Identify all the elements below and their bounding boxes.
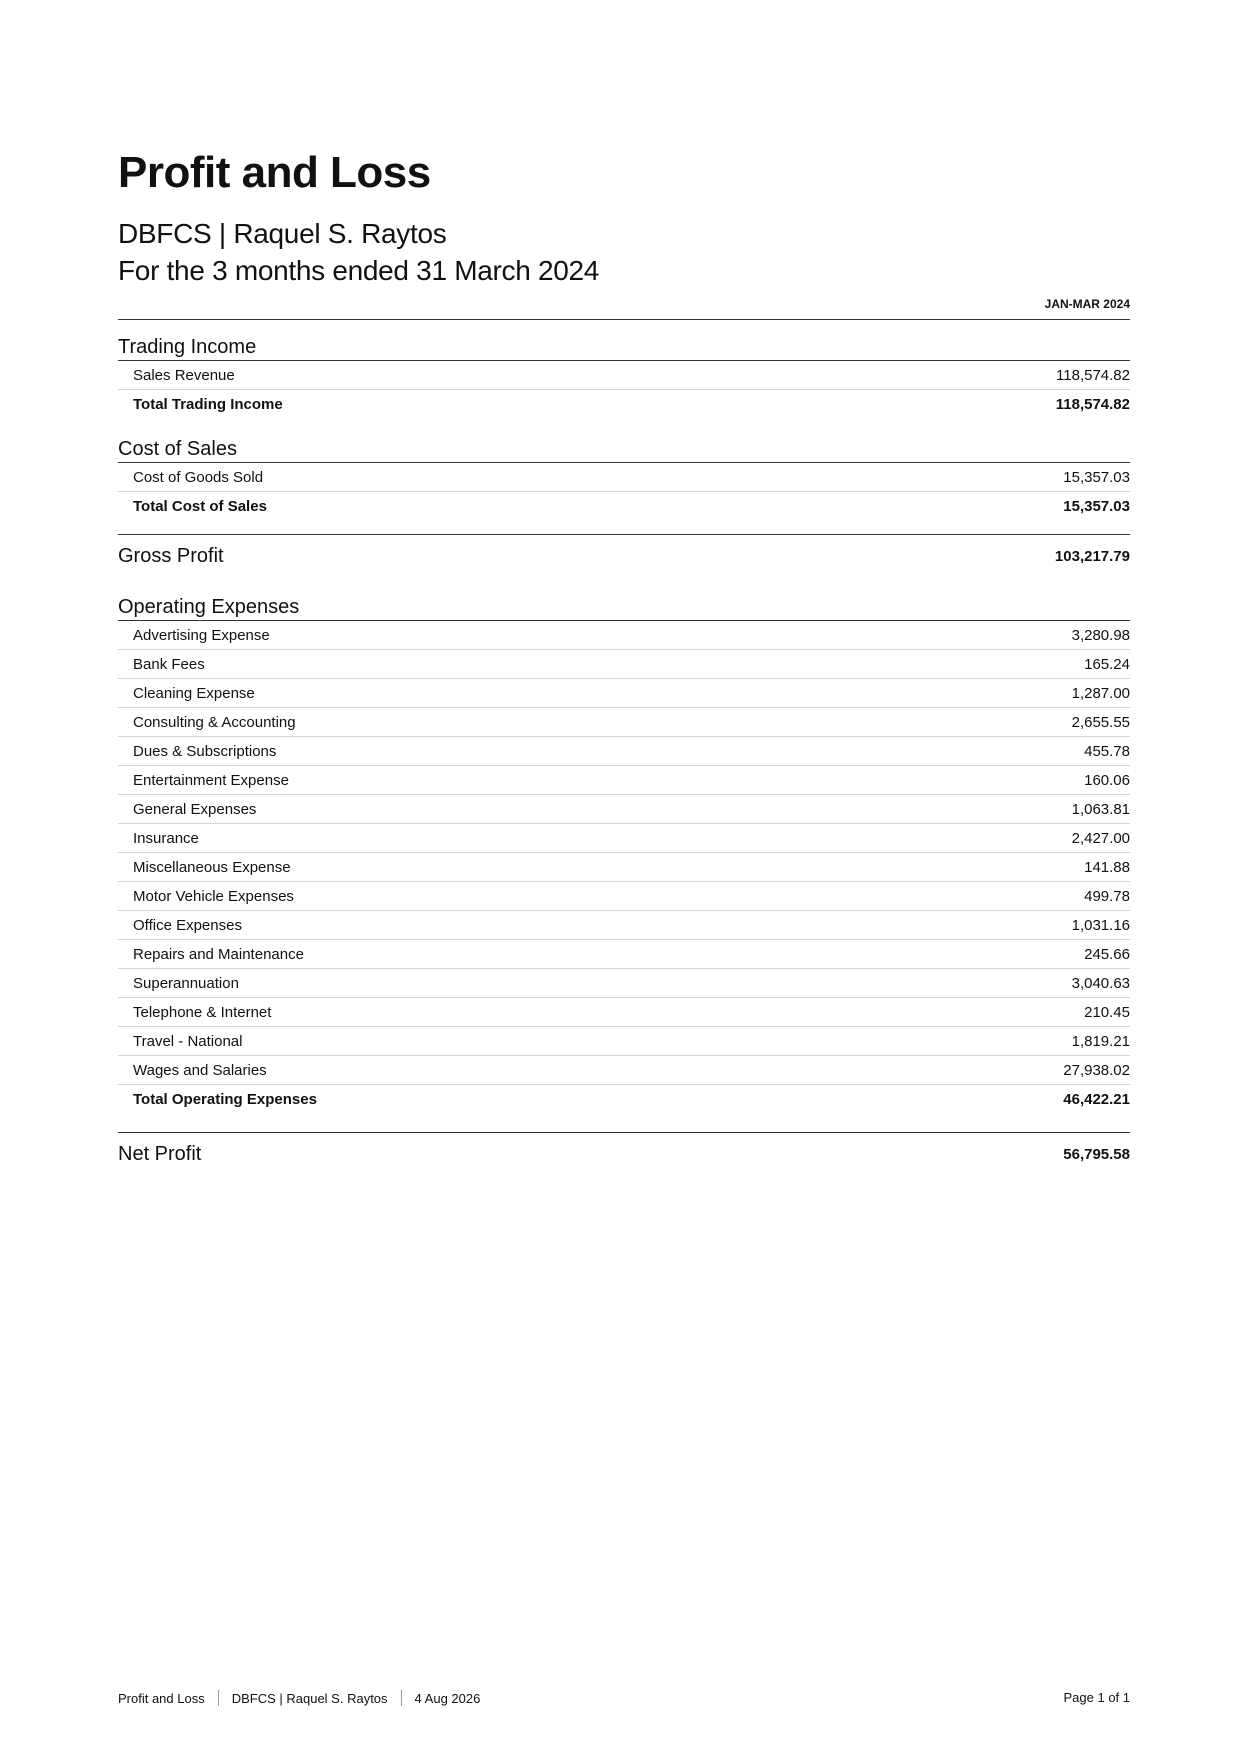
table-row [118, 361, 1130, 390]
row-amount: 118,574.82 [1056, 366, 1130, 384]
footer-divider [218, 1690, 219, 1706]
total-row [118, 492, 1130, 521]
row-label: Telephone & Internet [133, 1003, 272, 1021]
total-amount: 118,574.82 [1055, 396, 1130, 413]
trading-income-section [118, 334, 1130, 419]
row-label: Miscellaneous Expense [133, 858, 291, 876]
table-row [118, 911, 1130, 940]
row-amount: 2,655.55 [1071, 713, 1130, 731]
row-label: Insurance [133, 829, 199, 847]
row-label: Bank Fees [133, 655, 205, 673]
organization-name: DBFCS | Raquel S. Raytos [118, 218, 447, 249]
row-label: Cleaning Expense [133, 684, 255, 702]
row-label: General Expenses [133, 800, 257, 818]
page-footer [118, 1690, 1130, 1706]
row-amount: 1,031.16 [1071, 916, 1130, 934]
row-label: Consulting & Accounting [133, 713, 296, 731]
total-label: Total Trading Income [133, 396, 283, 413]
row-amount: 455.78 [1084, 742, 1130, 760]
footer-report-name: Profit and Loss [118, 1690, 205, 1706]
gross-profit-row [118, 534, 1130, 568]
row-label: Travel - National [133, 1032, 243, 1050]
table-row [118, 650, 1130, 679]
section-title: Trading Income [118, 334, 1130, 361]
footer-divider [401, 1690, 402, 1706]
report-period: For the 3 months ended 31 March 2024 [118, 255, 600, 286]
row-amount: 2,427.00 [1071, 829, 1130, 847]
row-label: Motor Vehicle Expenses [133, 887, 294, 905]
row-label: Superannuation [133, 974, 239, 992]
net-profit-label: Net Profit [118, 1143, 202, 1165]
table-row [118, 737, 1130, 766]
footer-date: 4 Aug 2026 [414, 1690, 481, 1706]
table-row [118, 463, 1130, 492]
footer-page-number: Page 1 of 1 [1063, 1690, 1130, 1705]
table-row [118, 940, 1130, 969]
net-profit-row [118, 1132, 1130, 1166]
table-row [118, 853, 1130, 882]
row-amount: 210.45 [1084, 1003, 1130, 1021]
total-label: Total Cost of Sales [133, 498, 267, 515]
cost-of-sales-section [118, 436, 1130, 521]
column-header: JAN-MAR 2024 [1044, 297, 1130, 311]
table-row [118, 708, 1130, 737]
row-label: Repairs and Maintenance [133, 945, 304, 963]
row-amount: 3,280.98 [1071, 626, 1130, 644]
total-row [118, 390, 1130, 419]
row-label: Sales Revenue [133, 366, 235, 384]
section-title: Operating Expenses [118, 594, 1130, 621]
header-divider [118, 319, 1130, 320]
total-amount: 46,422.21 [1063, 1091, 1130, 1108]
gross-profit-amount: 103,217.79 [1054, 548, 1130, 565]
table-row [118, 1027, 1130, 1056]
table-row [118, 882, 1130, 911]
footer-left [118, 1690, 480, 1706]
net-profit-amount: 56,795.58 [1063, 1146, 1130, 1163]
row-label: Wages and Salaries [133, 1061, 267, 1079]
total-amount: 15,357.03 [1063, 498, 1130, 515]
row-label: Office Expenses [133, 916, 242, 934]
total-label: Total Operating Expenses [133, 1091, 317, 1108]
row-amount: 3,040.63 [1071, 974, 1130, 992]
row-amount: 499.78 [1084, 887, 1130, 905]
row-amount: 165.24 [1084, 655, 1130, 673]
row-amount: 1,819.21 [1071, 1032, 1130, 1050]
row-amount: 160.06 [1084, 771, 1130, 789]
table-row [118, 795, 1130, 824]
row-amount: 1,063.81 [1071, 800, 1130, 818]
table-row [118, 766, 1130, 795]
table-row [118, 679, 1130, 708]
row-label: Entertainment Expense [133, 771, 289, 789]
table-row [118, 621, 1130, 650]
row-amount: 27,938.02 [1063, 1061, 1130, 1079]
table-row [118, 1056, 1130, 1085]
table-row [118, 998, 1130, 1027]
row-label: Advertising Expense [133, 626, 270, 644]
table-row [118, 824, 1130, 853]
row-amount: 15,357.03 [1063, 468, 1130, 486]
row-amount: 1,287.00 [1071, 684, 1130, 702]
row-label: Cost of Goods Sold [133, 468, 264, 486]
gross-profit-label: Gross Profit [118, 545, 224, 567]
row-amount: 245.66 [1084, 945, 1130, 963]
row-label: Dues & Subscriptions [133, 742, 277, 760]
row-amount: 141.88 [1084, 858, 1130, 876]
page-title: Profit and Loss [118, 148, 431, 197]
table-row [118, 969, 1130, 998]
footer-organization: DBFCS | Raquel S. Raytos [231, 1690, 388, 1706]
operating-expenses-section [118, 594, 1130, 1114]
total-row [118, 1085, 1130, 1114]
section-title: Cost of Sales [118, 436, 1130, 463]
